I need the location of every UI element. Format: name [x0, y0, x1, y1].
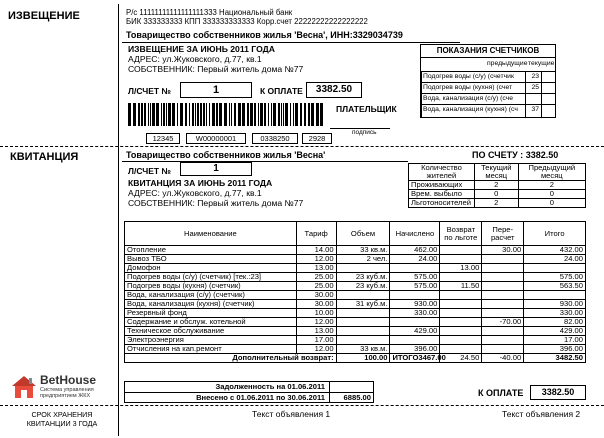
- barcode-bar: [250, 103, 253, 126]
- barcode-bar: [138, 103, 140, 126]
- service-cell-recalc: [482, 327, 524, 336]
- barcode-bar: [219, 103, 222, 126]
- barcode-bar: [231, 103, 232, 126]
- residents-row-label: Проживающих: [409, 181, 475, 190]
- extra-refund-label: Дополнительный возврат:: [125, 354, 337, 363]
- barcode-bar: [172, 103, 175, 126]
- meter-row-prev: 25: [531, 84, 539, 91]
- services-header: Тариф: [296, 222, 336, 246]
- service-cell-total: 82.00: [524, 318, 586, 327]
- service-cell-charged: 396.00: [390, 345, 440, 354]
- service-cell-tariff: 30.00: [296, 291, 336, 300]
- receipt-header-rule: [122, 161, 408, 162]
- notice-period: ИЗВЕЩЕНИЕ ЗА ИЮНЬ 2011 ГОДА: [128, 44, 275, 54]
- barcode-bar: [212, 103, 215, 126]
- service-cell-charged: 330.00: [390, 309, 440, 318]
- receipt-period: КВИТАНЦИЯ ЗА ИЮНЬ 2011 ГОДА: [128, 178, 273, 188]
- service-cell-name: Техническое обслуживание: [125, 327, 297, 336]
- service-row: [125, 327, 586, 336]
- residents-row-prev: 0: [518, 190, 585, 199]
- barcode-bar: [141, 103, 143, 126]
- service-cell-total: 429.00: [524, 327, 586, 336]
- barcode-bar: [185, 103, 187, 126]
- storage-line-2: КВИТАНЦИИ 3 ГОДА: [26, 419, 98, 428]
- service-cell-recalc: [482, 291, 524, 300]
- barcode-bar: [285, 103, 288, 126]
- barcode-bar: [200, 103, 202, 126]
- barcode-bar: [281, 103, 282, 126]
- by-account-label: ПО СЧЕТУ :: [472, 150, 524, 160]
- service-cell-recalc: [482, 264, 524, 273]
- notice-pay-label: К ОПЛАТЕ: [260, 86, 303, 96]
- service-cell-name: Резервный фонд: [125, 309, 297, 318]
- services-header-row: [125, 222, 586, 246]
- service-cell-volume: [336, 309, 390, 318]
- code-box: W00000001: [186, 133, 246, 144]
- services-total-row: [125, 354, 586, 363]
- meter-row-prev: 37: [531, 106, 539, 113]
- service-cell-recalc: -70.00: [482, 318, 524, 327]
- service-cell-total: 432.00: [524, 246, 586, 255]
- service-cell-tariff: 12.00: [296, 345, 336, 354]
- service-cell-total: 24.00: [524, 255, 586, 264]
- barcode-bar: [254, 103, 256, 126]
- receipt-section-label: КВИТАНЦИЯ: [10, 151, 79, 163]
- service-cell-recalc: [482, 255, 524, 264]
- barcode-bar: [163, 103, 165, 126]
- service-cell-volume: 33 кв.м.: [336, 246, 390, 255]
- service-cell-benefit: 13.00: [440, 264, 482, 273]
- services-table: [124, 221, 586, 363]
- service-cell-recalc: [482, 282, 524, 291]
- debt-paid-rule: [329, 382, 330, 402]
- storage-line-1: СРОК ХРАНЕНИЯ: [31, 410, 93, 419]
- service-cell-benefit: [440, 246, 482, 255]
- services-header: Пере-расчет: [482, 222, 524, 246]
- service-cell-benefit: 11.50: [440, 282, 482, 291]
- service-cell-tariff: 12.00: [296, 318, 336, 327]
- barcode-bar: [229, 103, 230, 126]
- barcode-bar: [156, 103, 159, 126]
- service-cell-charged: 24.00: [390, 255, 440, 264]
- service-cell-tariff: 10.00: [296, 309, 336, 318]
- services-header: Объем: [336, 222, 390, 246]
- by-account-value: 3382.50: [525, 150, 559, 160]
- barcode-bar: [295, 103, 298, 126]
- service-cell-charged: 930.00: [390, 300, 440, 309]
- service-cell-total: 563.50: [524, 282, 586, 291]
- service-cell-volume: [336, 327, 390, 336]
- barcode-bar: [144, 103, 146, 126]
- service-row: [125, 255, 586, 264]
- barcode-bar: [238, 103, 241, 126]
- service-cell-benefit: [440, 309, 482, 318]
- barcode-bar: [216, 103, 218, 126]
- barcode-image: [128, 103, 324, 126]
- residents-row-label: Врем. выбыло: [409, 190, 475, 199]
- service-cell-tariff: 13.00: [296, 327, 336, 336]
- debt-label: Задолженность на 01.06.2011: [215, 382, 325, 391]
- service-cell-tariff: 12.00: [296, 255, 336, 264]
- service-cell-tariff: 25.00: [296, 282, 336, 291]
- service-cell-volume: 33 кв.м.: [336, 345, 390, 354]
- barcode-bar: [189, 103, 190, 126]
- meter-row-prev: 23: [531, 73, 539, 80]
- barcode-bar: [128, 103, 131, 126]
- residents-header: Количество жителей: [409, 164, 475, 181]
- services-header: Начислено: [390, 222, 440, 246]
- service-cell-benefit: [440, 291, 482, 300]
- total-charged: ИТОГО 3467.00: [390, 354, 440, 363]
- barcode-bar: [247, 103, 249, 126]
- barcode-bar: [268, 103, 269, 126]
- barcode-bar: [278, 103, 280, 126]
- meters-rule: [421, 57, 555, 58]
- bethouse-logo: [10, 372, 114, 402]
- barcode-bar: [195, 103, 196, 126]
- logo-tagline-2: предприятием ЖКХ: [40, 393, 91, 399]
- service-cell-total: 330.00: [524, 309, 586, 318]
- service-cell-name: Подогрев воды (с/у) (счетчик) [тек.:23]: [125, 273, 297, 282]
- residents-header: Предыдущий месяц: [518, 164, 585, 181]
- receipt-org-line: Товарищество собственников жилья 'Весна': [126, 150, 326, 160]
- total-total: 3482.50: [524, 354, 586, 363]
- service-cell-recalc: [482, 273, 524, 282]
- services-header: Наименование: [125, 222, 297, 246]
- barcode-bar: [224, 103, 227, 126]
- barcode-bar: [197, 103, 199, 126]
- receipt-address: АДРЕС: ул.Жуковского, д.77, кв.1: [128, 188, 262, 198]
- total-benefit: 24.50: [440, 354, 482, 363]
- residents-row-cur: 2: [474, 181, 518, 190]
- notice-account-value: 1: [180, 82, 252, 98]
- bank-line-1: Р/с 11111111111111111333 Национальный банк: [126, 8, 293, 17]
- barcode-bar: [206, 103, 207, 126]
- barcode-bar: [304, 103, 306, 126]
- barcode-bar: [260, 103, 263, 126]
- receipt-owner: СОБСТВЕННИК: Первый житель дома №77: [128, 198, 304, 208]
- barcode-bar: [166, 103, 167, 126]
- meters-col-prev: предыдущие: [487, 60, 528, 67]
- section-divider: [118, 4, 119, 436]
- barcode-bar: [152, 103, 155, 126]
- barcode-bar: [264, 103, 266, 126]
- services-header: Итого: [524, 222, 586, 246]
- meters-title: ПОКАЗАНИЯ СЧЕТЧИКОВ: [436, 46, 540, 55]
- residents-row: [409, 199, 586, 208]
- barcode-bar: [168, 103, 171, 126]
- service-cell-volume: 31 куб.м.: [336, 300, 390, 309]
- service-cell-charged: 462.00: [390, 246, 440, 255]
- barcode-bar: [177, 103, 178, 126]
- service-row: [125, 246, 586, 255]
- service-cell-name: Электроэнергия: [125, 336, 297, 345]
- service-cell-name: Вода, канализация (с/у) (счетчик): [125, 291, 297, 300]
- meters-table: [420, 44, 556, 118]
- barcode-bar: [293, 103, 294, 126]
- announcement-2: Текст объявления 2: [502, 409, 581, 419]
- service-cell-name: Вывоз ТБО: [125, 255, 297, 264]
- service-cell-tariff: 13.00: [296, 264, 336, 273]
- barcode-bar: [203, 103, 205, 126]
- barcode-bar: [273, 103, 276, 126]
- service-cell-total: 396.00: [524, 345, 586, 354]
- barcode-bar: [311, 103, 314, 126]
- meters-rule: [541, 71, 542, 117]
- code-box: 2928: [302, 133, 332, 144]
- footer-line: [0, 405, 604, 406]
- barcode-bar: [290, 103, 291, 126]
- residents-row-cur: 0: [474, 190, 518, 199]
- total-label-inline: ИТОГО: [392, 353, 419, 362]
- storage-note: [10, 410, 114, 428]
- cut-line: [0, 146, 604, 147]
- barcode-bar: [209, 103, 210, 126]
- service-cell-name: Содержание и обслуж. котельной: [125, 318, 297, 327]
- service-cell-volume: 23 куб.м.: [336, 282, 390, 291]
- barcode-bar: [234, 103, 236, 126]
- service-cell-total: 575.00: [524, 273, 586, 282]
- barcode-bar: [161, 103, 162, 126]
- meter-row-name: Подогрев воды (кухня) (счет: [423, 84, 513, 91]
- residents-header: Текущий месяц: [474, 164, 518, 181]
- service-cell-charged: 429.00: [390, 327, 440, 336]
- logo-tagline-1: Система управления: [40, 387, 94, 393]
- service-cell-charged: 575.00: [390, 273, 440, 282]
- bank-details: [126, 8, 368, 26]
- extra-refund-value: 100.00: [336, 354, 390, 363]
- barcode-bar: [133, 103, 136, 126]
- barcode-bar: [180, 103, 183, 126]
- service-cell-tariff: 17.00: [296, 336, 336, 345]
- service-cell-recalc: [482, 336, 524, 345]
- receipt-pay-label: К ОПЛАТЕ: [478, 388, 524, 398]
- notice-pay-value: 3382.50: [306, 82, 362, 98]
- residents-row-prev: 0: [518, 199, 585, 208]
- service-cell-volume: 23 куб.м.: [336, 273, 390, 282]
- service-cell-name: Домофон: [125, 264, 297, 273]
- barcode-bar: [308, 103, 310, 126]
- service-cell-tariff: 25.00: [296, 273, 336, 282]
- service-cell-benefit: [440, 300, 482, 309]
- meter-row-name: Подогрев воды (с/у) (счетчик: [423, 73, 514, 80]
- bank-line-2: БИК 333333333 КПП 333333333333 Корр.счет 22222222222222222: [126, 17, 368, 26]
- debt-paid-box: [124, 381, 374, 403]
- payer-label: ПЛАТЕЛЬЩИК: [336, 104, 397, 114]
- receipt-by-account: [472, 150, 558, 160]
- service-cell-volume: [336, 318, 390, 327]
- service-cell-charged: 575.00: [390, 282, 440, 291]
- service-cell-name: Подогрев воды (кухня) (счетчик): [125, 282, 297, 291]
- total-recalc: -40.00: [482, 354, 524, 363]
- barcode-bar: [242, 103, 245, 126]
- residents-row-cur: 2: [474, 199, 518, 208]
- notice-section-label: ИЗВЕЩЕНИЕ: [8, 10, 80, 22]
- receipt-info: [128, 178, 303, 208]
- notice-address: АДРЕС: ул.Жуковского, д.77, кв.1: [128, 54, 262, 64]
- service-cell-name: Вода, канализация (кухня) (счетчик): [125, 300, 297, 309]
- meter-row-name: Вода, канализация (кухня) (сч: [423, 106, 518, 113]
- meters-col-cur: текущие: [528, 60, 555, 67]
- meters-rule: [421, 71, 422, 117]
- service-cell-volume: 2 чел.: [336, 255, 390, 264]
- service-cell-name: Отчисления на кап.ремонт: [125, 345, 297, 354]
- service-cell-benefit: [440, 318, 482, 327]
- paid-value: 6885.00: [343, 393, 371, 402]
- house-icon: [10, 374, 38, 400]
- barcode-bar: [192, 103, 194, 126]
- service-cell-total: 17.00: [524, 336, 586, 345]
- residents-row-label: Льготоносителей: [409, 199, 475, 208]
- service-cell-tariff: 14.00: [296, 246, 336, 255]
- notice-owner: СОБСТВЕННИК: Первый житель дома №77: [128, 64, 304, 74]
- receipt-pay-value: 3382.50: [530, 385, 586, 400]
- paid-label: Внесено с 01.06.2011 по 30.06.2011: [196, 393, 325, 402]
- service-cell-tariff: 30.00: [296, 300, 336, 309]
- services-header: Возврат по льготе: [440, 222, 482, 246]
- notice-org-line: Товарищество собственников жилья 'Весна', ИНН:3329034739: [126, 30, 403, 40]
- code-box: 0338250: [252, 133, 298, 144]
- barcode-bar: [300, 103, 302, 126]
- residents-row-prev: 2: [518, 181, 585, 190]
- barcode-bar: [320, 103, 323, 126]
- receipt-account-label: Л/СЧЕТ №: [128, 166, 171, 176]
- barcode-bar: [150, 103, 151, 126]
- barcode-bar: [271, 103, 272, 126]
- signature-label: подпись: [352, 129, 377, 136]
- notice-info: [128, 44, 303, 74]
- service-cell-recalc: 30.00: [482, 246, 524, 255]
- barcode-bar: [283, 103, 284, 126]
- receipt-account-value: 1: [180, 162, 252, 176]
- service-row: [125, 300, 586, 309]
- service-cell-name: Отопление: [125, 246, 297, 255]
- notice-header-rule: [122, 42, 460, 43]
- notice-account-label: Л/СЧЕТ №: [128, 86, 171, 96]
- announcement-1: Текст объявления 1: [252, 409, 331, 419]
- barcode-bar: [148, 103, 149, 126]
- logo-name: BetHouse: [40, 373, 97, 387]
- logo-tagline: [40, 387, 94, 399]
- code-box: 12345: [146, 133, 180, 144]
- service-cell-benefit: [440, 336, 482, 345]
- meter-row-name: Вода, канализация (с/у) (сче: [423, 95, 514, 102]
- service-cell-total: 930.00: [524, 300, 586, 309]
- residents-table: [408, 163, 586, 208]
- barcode-bar: [316, 103, 319, 126]
- service-cell-recalc: [482, 300, 524, 309]
- service-cell-benefit: [440, 327, 482, 336]
- barcode-bar: [258, 103, 259, 126]
